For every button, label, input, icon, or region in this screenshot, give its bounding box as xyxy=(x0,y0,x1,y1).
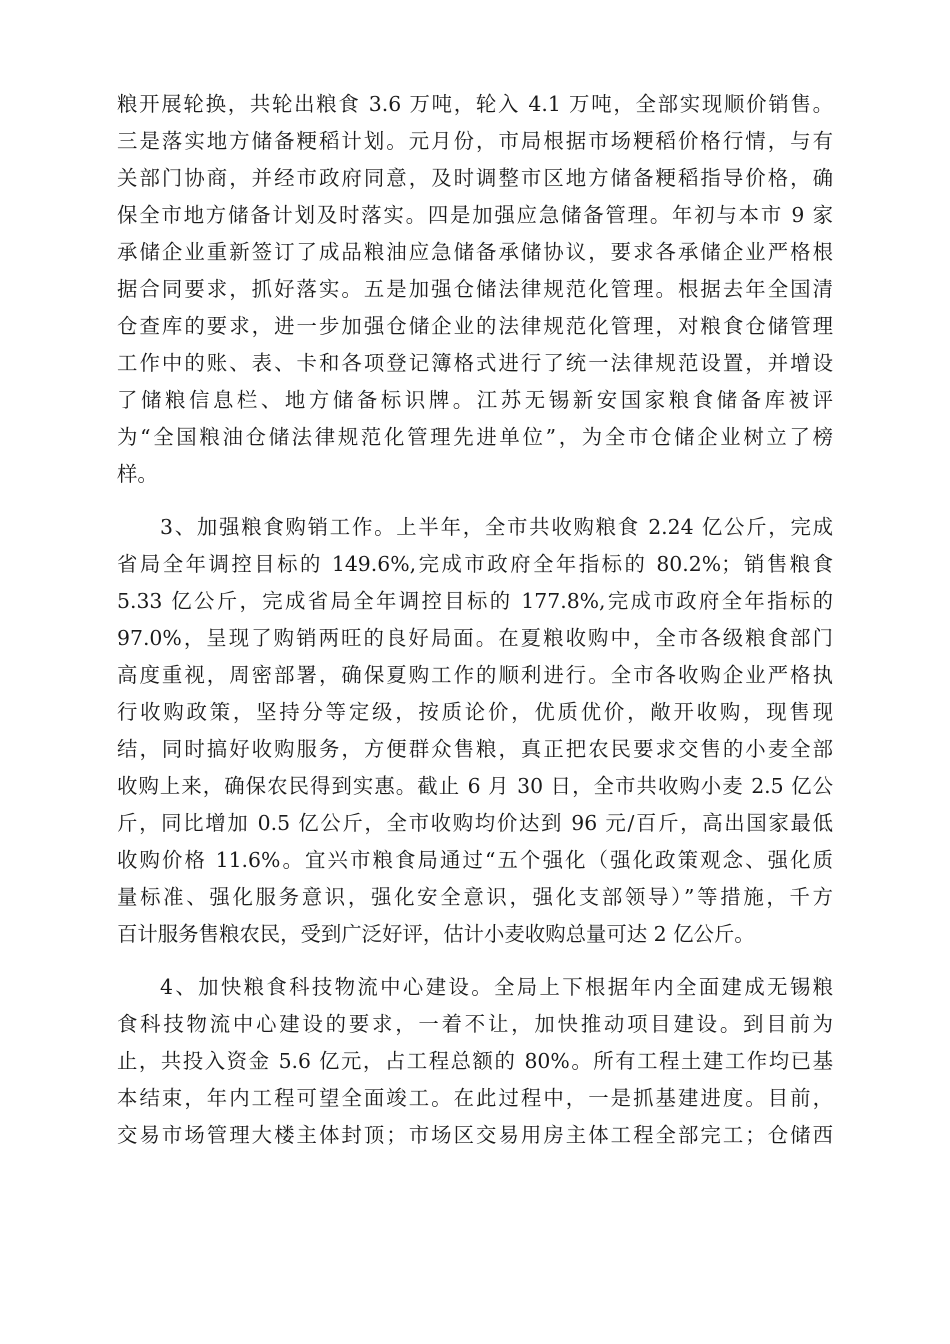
paragraph-spacer xyxy=(117,953,833,969)
text-line: 收购上来，确保农民得到实惠。截止 6 月 30 日，全市共收购小麦 2.5 亿公 xyxy=(117,774,833,798)
text-line: 保全市地方储备计划及时落实。四是加强应急储备管理。年初与本市 9 家 xyxy=(117,203,833,227)
text-line: 交易市场管理大楼主体封顶；市场区交易用房主体工程全部完工；仓储西 xyxy=(117,1123,833,1147)
text-line: 三是落实地方储备粳稻计划。元月份，市局根据市场粳稻价格行情，与有 xyxy=(117,129,833,153)
paragraph-1 xyxy=(117,86,833,493)
text-line: 结，同时搞好收购服务，方便群众售粮，真正把农民要求交售的小麦全部 xyxy=(117,737,833,761)
text-line: 了储粮信息栏、地方储备标识牌。江苏无锡新安国家粮食储备库被评 xyxy=(117,388,833,412)
text-line: 仓查库的要求，进一步加强仓储企业的法律规范化管理，对粮食仓储管理 xyxy=(117,314,833,338)
text-line: 行收购政策，坚持分等定级，按质论价，优质优价，敞开收购，现售现 xyxy=(117,700,833,724)
text-line: 3、加强粮食购销工作。上半年，全市共收购粮食 2.24 亿公斤，完成 xyxy=(160,515,833,539)
paragraph-3 xyxy=(117,969,833,1154)
text-line: 工作中的账、表、卡和各项登记簿格式进行了统一法律规范设置，并增设 xyxy=(117,351,833,375)
text-line: 关部门协商，并经市政府同意，及时调整市区地方储备粳稻指导价格，确 xyxy=(117,166,833,190)
text-line: 粮开展轮换，共轮出粮食 3.6 万吨，轮入 4.1 万吨，全部实现顺价销售。 xyxy=(117,92,833,116)
document-body xyxy=(117,86,833,1154)
text-line: 4、加快粮食科技物流中心建设。全局上下根据年内全面建成无锡粮 xyxy=(160,975,833,999)
text-line: 收购价格 11.6%。宜兴市粮食局通过“五个强化（强化政策观念、强化质 xyxy=(117,848,833,872)
text-line: 为“全国粮油仓储法律规范化管理先进单位”，为全市仓储企业树立了榜 xyxy=(117,425,833,449)
text-line: 食科技物流中心建设的要求，一着不让，加快推动项目建设。到目前为 xyxy=(117,1012,833,1036)
text-line: 量标准、强化服务意识，强化安全意识，强化支部领导）”等措施，千方 xyxy=(117,885,833,909)
text-line: 止，共投入资金 5.6 亿元，占工程总额的 80%。所有工程土建工作均已基 xyxy=(117,1049,833,1073)
text-line: 5.33 亿公斤，完成省局全年调控目标的 177.8%,完成市政府全年指标的 xyxy=(117,589,833,613)
paragraph-2 xyxy=(117,509,833,953)
text-line: 样。 xyxy=(117,462,158,486)
text-line: 百计服务售粮农民，受到广泛好评，估计小麦收购总量可达 2 亿公斤。 xyxy=(117,922,755,946)
text-line: 斤，同比增加 0.5 亿公斤，全市收购均价达到 96 元/百斤，高出国家最低 xyxy=(117,811,833,835)
paragraph-spacer xyxy=(117,493,833,509)
text-line: 高度重视，周密部署，确保夏购工作的顺利进行。全市各收购企业严格执 xyxy=(117,663,833,687)
text-line: 本结束，年内工程可望全面竣工。在此过程中，一是抓基建进度。目前， xyxy=(117,1086,833,1110)
text-line: 承储企业重新签订了成品粮油应急储备承储协议，要求各承储企业严格根 xyxy=(117,240,833,264)
text-line: 据合同要求，抓好落实。五是加强仓储法律规范化管理。根据去年全国清 xyxy=(117,277,833,301)
text-line: 省局全年调控目标的 149.6%,完成市政府全年指标的 80.2%；销售粮食 xyxy=(117,552,833,576)
text-line: 97.0%，呈现了购销两旺的良好局面。在夏粮收购中，全市各级粮食部门 xyxy=(117,626,833,650)
